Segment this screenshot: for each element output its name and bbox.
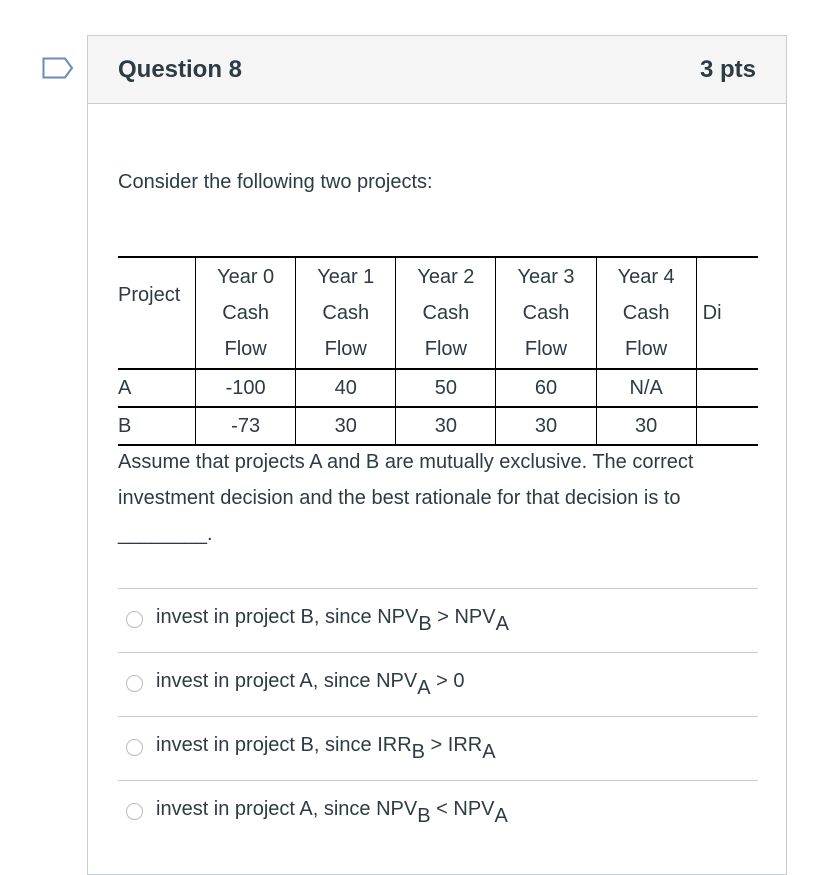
table-row: [118, 407, 758, 445]
answer-label[interactable]: invest in project B, since $IRR_B > IRR_A$: [156, 734, 496, 763]
answer-label[interactable]: invest in project B, since $NPV_B > NPV_A$: [156, 606, 509, 635]
answer-label[interactable]: invest in project A, since $NPV_A > 0$: [156, 670, 465, 699]
header-year-2: Year 2 Cash Flow: [396, 257, 496, 369]
table-header-row: [118, 257, 758, 369]
radio-button[interactable]: [126, 611, 143, 628]
question-prompt: Assume that projects A and B are mutually exclusive. The correct investment decision and the best rationale for that decision is to ________.: [118, 451, 694, 545]
question-title: Question 8: [118, 56, 243, 83]
answer-option[interactable]: [118, 652, 758, 716]
cell: -100: [196, 369, 296, 407]
table-row: [118, 369, 758, 407]
cell: [696, 369, 758, 407]
cell: 30: [596, 407, 696, 445]
cell: -73: [196, 407, 296, 445]
answer-option[interactable]: [118, 588, 758, 652]
answer-option[interactable]: [118, 716, 758, 780]
radio-button[interactable]: [126, 675, 143, 692]
header-project: Project: [118, 257, 196, 369]
answer-option[interactable]: [118, 780, 758, 844]
cash-flow-table: [118, 256, 758, 446]
cell: A: [118, 369, 196, 407]
header-year-3: Year 3 Cash Flow: [496, 257, 596, 369]
cell: 30: [296, 407, 396, 445]
cell: 40: [296, 369, 396, 407]
question-header: [88, 36, 786, 104]
answer-options: [118, 588, 758, 844]
radio-button[interactable]: [126, 803, 143, 820]
cell: 50: [396, 369, 496, 407]
cell: 30: [396, 407, 496, 445]
cell: [696, 407, 758, 445]
header-year-1: Year 1 Cash Flow: [296, 257, 396, 369]
header-clipped: Di: [696, 257, 758, 369]
answer-label[interactable]: invest in project A, since $NPV_B < NPV_A$: [156, 798, 508, 827]
cell: 60: [496, 369, 596, 407]
header-year-4: Year 4 Cash Flow: [596, 257, 696, 369]
radio-button[interactable]: [126, 739, 143, 756]
question-points: 3 pts: [699, 56, 756, 83]
bookmark-flag-icon[interactable]: [42, 57, 74, 79]
cell: B: [118, 407, 196, 445]
header-year-0: Year 0 Cash Flow: [196, 257, 296, 369]
cell: 30: [496, 407, 596, 445]
cell: N/A: [596, 369, 696, 407]
cash-flow-table-wrapper: [118, 256, 758, 446]
question-intro: Consider the following two projects:: [118, 171, 433, 193]
question-card: [87, 35, 787, 875]
